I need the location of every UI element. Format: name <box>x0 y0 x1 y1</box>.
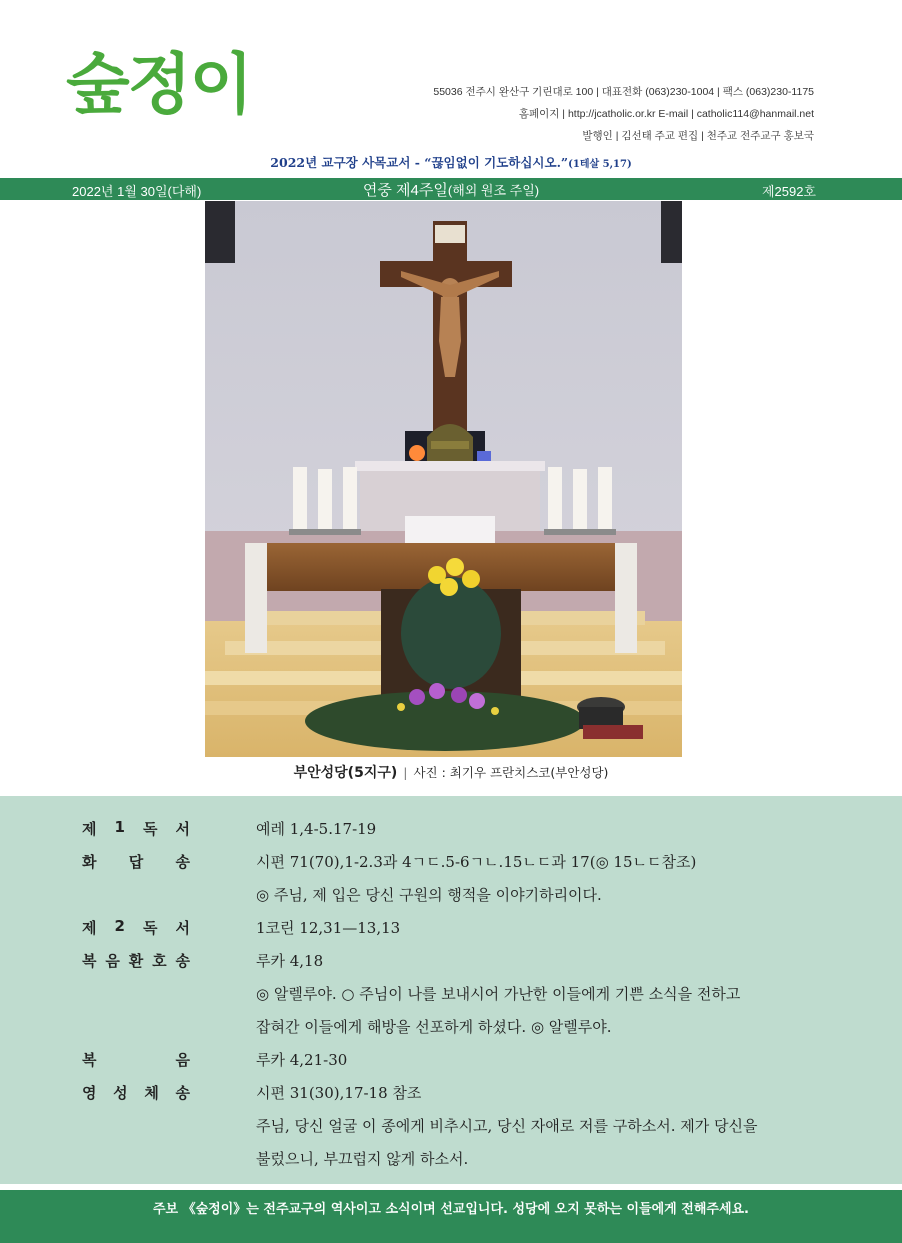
header-bar <box>0 178 902 200</box>
reading-value: 불렀으니, 부끄럽지 않게 하소서. <box>256 1150 469 1168</box>
cover-photo <box>205 201 682 757</box>
reading-value: 주님, 당신 얼굴 이 종에게 비추시고, 당신 자애로 저를 구하소서. 제가 당신을 <box>256 1117 758 1135</box>
altar-illustration <box>205 201 682 757</box>
reading-value: 예레 1,4-5.17-19 <box>256 820 377 838</box>
publisher-line: 발행인 | 김선태 주교 편집 | 천주교 전주교구 홍보국 <box>582 130 814 142</box>
masthead <box>0 0 902 178</box>
pastoral-motto <box>0 153 902 171</box>
footer-bar <box>0 1190 902 1243</box>
sunday-name: 연중 제4주일 <box>362 182 448 199</box>
reading-value: 루카 4,21-30 <box>256 1051 348 1069</box>
reading-value: 시편 71(70),1-2.3과 4ㄱㄷ.5-6ㄱㄴ.15ㄴㄷ과 17(◎ 15ㄴㄷ참조) <box>256 853 697 871</box>
reading-value: ◎ 알렐루야. ○ 주님이 나를 보내시어 가난한 이들에게 기쁜 소식을 전하고 <box>256 985 741 1003</box>
issue-number: 제2592호 <box>761 184 816 199</box>
web-line: 홈페이지 | http://jcatholic.or.kr E-mail | catholic114@hanmail.net <box>518 108 814 120</box>
photo-place: 부안성당(5지구) <box>293 765 398 781</box>
reading-value: ◎ 주님, 제 입은 당신 구원의 행적을 이야기하리이다. <box>256 886 602 904</box>
reading-value: 루카 4,18 <box>256 952 324 970</box>
motto-reference: (1테살 5,17) <box>568 159 632 170</box>
readings-panel <box>0 796 902 1184</box>
photo-credit: 사진 : 최기우 프란치스코(부안성당) <box>413 765 609 780</box>
reading-value: 잡혀간 이들에게 해방을 선포하게 하셨다. ◎ 알렐루야. <box>256 1018 612 1036</box>
reading-value: 시편 31(30),17-18 참조 <box>256 1084 422 1102</box>
reading-label: 복 음 환 호 송 <box>82 952 190 970</box>
address-line: 55036 전주시 완산구 기린대로 100 | 대표전화 (063)230-1004 | 팩스 (063)230-1175 <box>433 86 814 98</box>
sunday-subtitle: (해외 원조 주일) <box>447 183 540 198</box>
caption-separator: | <box>403 765 408 780</box>
reading-label: 복 음 <box>82 1051 190 1069</box>
issue-date: 2022년 1월 30일(다해) <box>72 184 202 199</box>
reading-label: 제 1 독 서 <box>82 818 190 838</box>
reading-label: 화 답 송 <box>82 853 190 871</box>
reading-label: 제 2 독 서 <box>82 917 190 937</box>
reading-label: 영 성 체 송 <box>82 1084 190 1102</box>
footer-text: 주보 《숲정이》는 전주교구의 역사이고 소식이며 선교입니다. 성당에 오지 못하는 이들에게 전해주세요. <box>152 1202 749 1217</box>
reading-value: 1코린 12,31—13,13 <box>256 919 401 937</box>
motto-text: 2022년 교구장 사목교서 - “끊임없이 기도하십시오.” <box>270 155 569 170</box>
photo-caption <box>0 762 902 782</box>
logo: 숲정이 <box>66 46 252 123</box>
